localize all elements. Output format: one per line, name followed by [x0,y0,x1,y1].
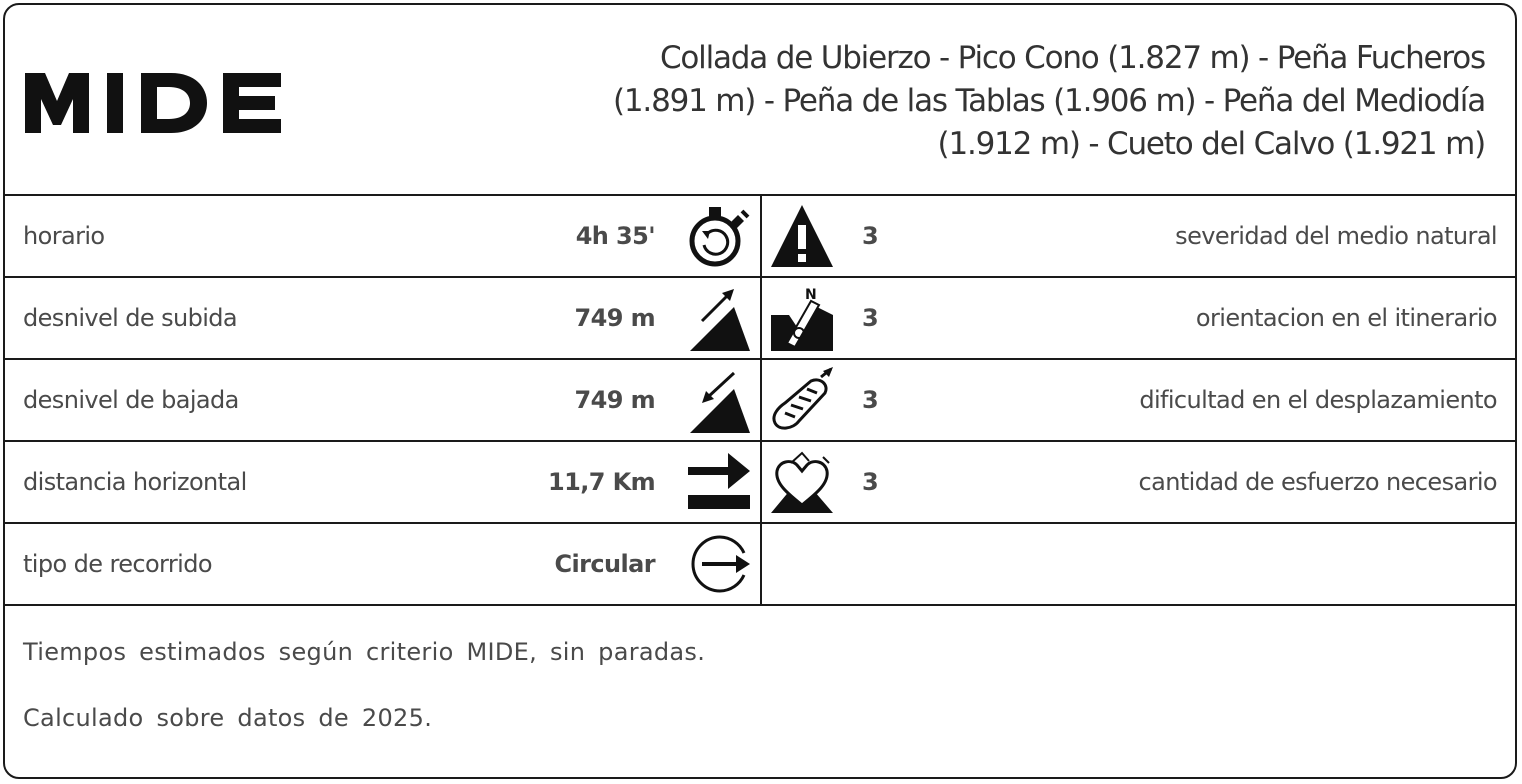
ascent-slope-icon [686,285,752,351]
score-dificultad: 3 [862,386,879,414]
row-value: 4h 35' [575,222,655,250]
score-esfuerzo: 3 [862,468,879,496]
note-times: Tiempos estimados según criterio MIDE, sin paradas. [23,638,706,666]
compass-north-icon [769,285,835,351]
criterion-label: dificultad en el desplazamiento [1139,386,1497,414]
row-label: horario [23,222,105,250]
mide-card [3,3,1517,779]
row-value: 749 m [574,304,655,332]
route-title: Collada de Ubierzo - Pico Cono (1.827 m) - Peña Fucheros (1.891 m) - Peña de las Tablas (1.906 m) - Peña del Mediodía (1.912 m) - Cueto del Calvo (1.921 m) [613,40,1485,162]
row-value: 11,7 Km [548,468,655,496]
descent-slope-icon [686,367,752,433]
score-severidad: 3 [862,222,879,250]
distance-arrow-icon [686,449,752,515]
criterion-label: cantidad de esfuerzo necesario [1138,468,1497,496]
row-label: distancia horizontal [23,468,247,496]
row-label: desnivel de subida [23,304,238,332]
criterion-label: severidad del medio natural [1175,222,1497,250]
notes-section [23,635,705,767]
svg-text:N: N [805,287,817,303]
mide-logo [23,67,283,133]
row-value: 749 m [574,386,655,414]
column-divider [760,196,762,606]
criterion-label: orientacion en el itinerario [1195,304,1497,332]
card-header [5,5,1515,196]
heart-effort-icon [769,449,835,515]
score-orientacion: 3 [862,304,879,332]
row-label: tipo de recorrido [23,550,212,578]
footprint-icon [769,367,835,433]
stopwatch-icon [686,203,752,269]
row-value: Circular [554,550,655,578]
circular-route-icon [686,531,752,597]
row-label: desnivel de bajada [23,386,239,414]
warning-triangle-icon [769,203,835,269]
note-data-year: Calculado sobre datos de 2025. [23,704,433,732]
